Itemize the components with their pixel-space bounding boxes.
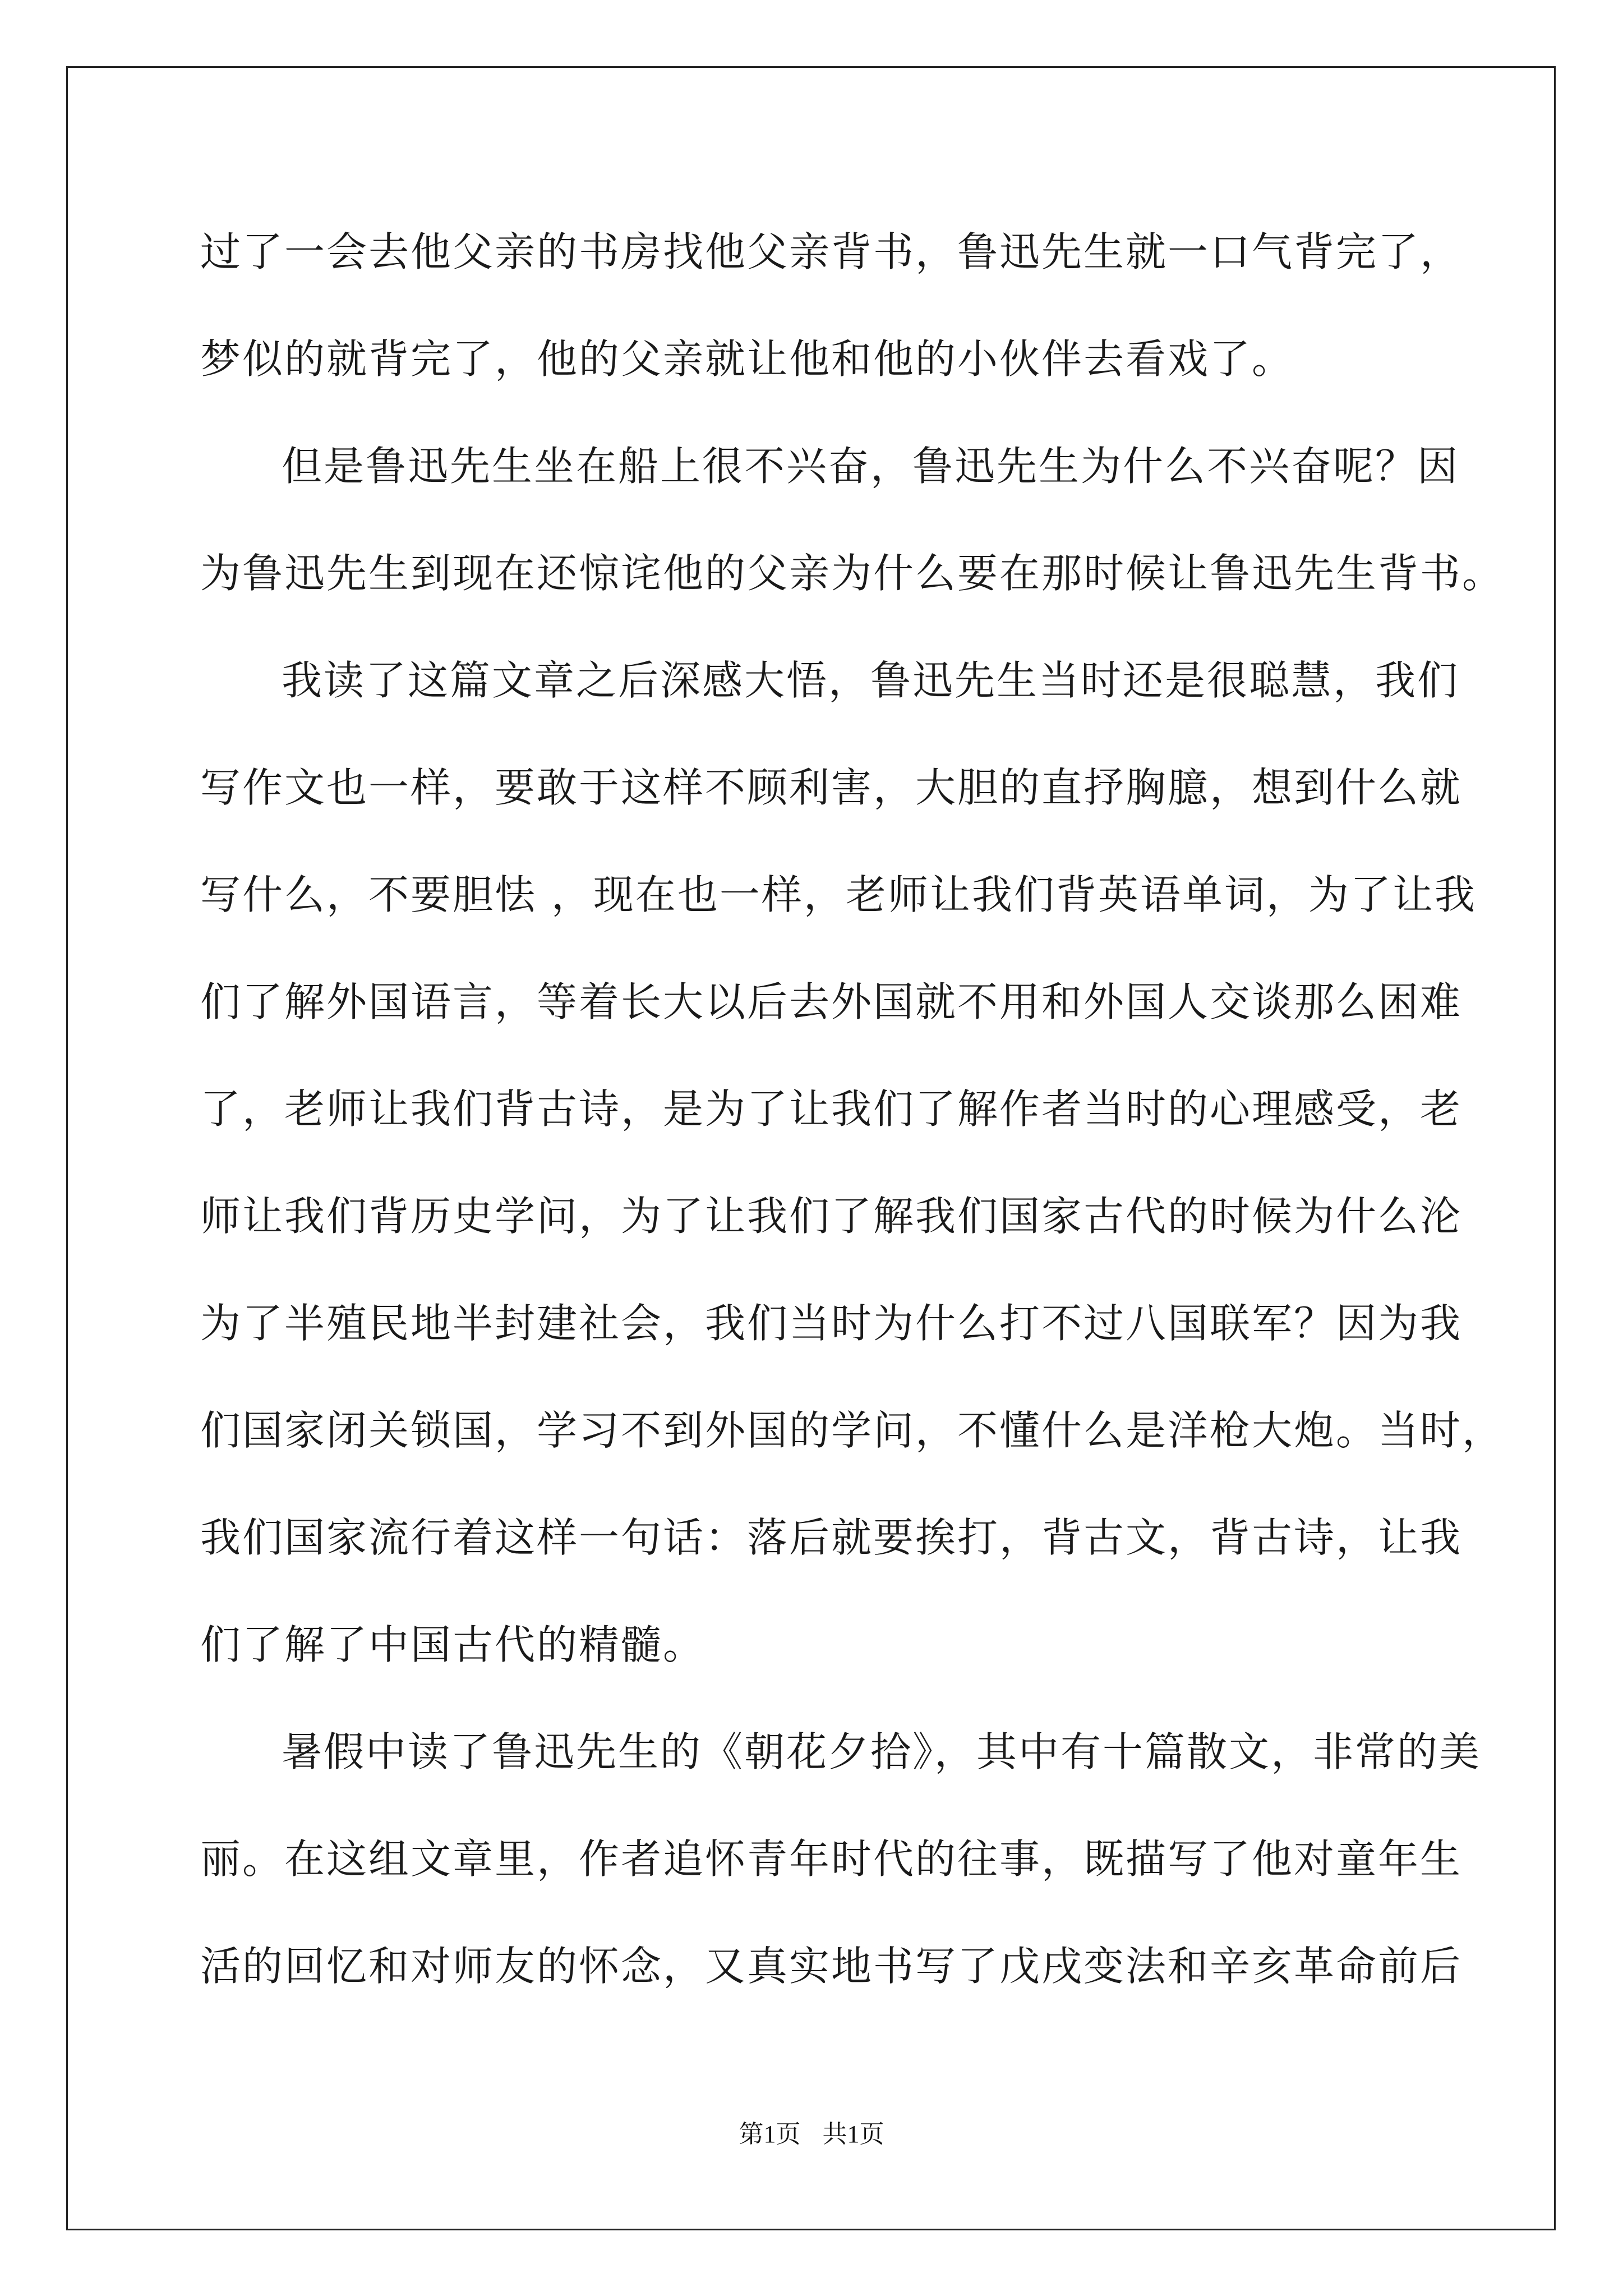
text-line: 为鲁迅先生到现在还惊诧他的父亲为什么要在那时候让鲁迅先生背书。 xyxy=(200,550,1505,597)
page-total: 共1页 xyxy=(822,2120,884,2148)
paragraph-start-line: 暑假中读了鲁迅先生的《朝花夕拾》，其中有十篇散文，非常的美 xyxy=(282,1728,1482,1775)
text-line: 们了解外国语言，等着长大以后去外国就不用和外国人交谈那么困难 xyxy=(200,978,1463,1025)
text-line: 们了解了中国古代的精髓。 xyxy=(200,1621,706,1668)
text-line: 过了一会去他父亲的书房找他父亲背书，鲁迅先生就一口气背完了， xyxy=(200,228,1463,275)
text-line: 为了半殖民地半封建社会，我们当时为什么打不过八国联军？因为我 xyxy=(200,1300,1463,1347)
text-line: 梦似的就背完了，他的父亲就让他和他的小伙伴去看戏了。 xyxy=(200,335,1294,383)
text-line: 活的回忆和对师友的怀念，又真实地书写了戊戌变法和辛亥革命前后 xyxy=(200,1943,1463,1990)
text-line: 我们国家流行着这样一句话：落后就要挨打，背古文，背古诗，让我 xyxy=(200,1514,1463,1561)
text-line: 写作文也一样，要敢于这样不顾利害，大胆的直抒胸臆，想到什么就 xyxy=(200,764,1463,811)
page-number: 第1页 xyxy=(739,2120,801,2148)
text-line: 丽。在这组文章里，作者追怀青年时代的往事，既描写了他对童年生 xyxy=(200,1835,1463,1883)
page-footer xyxy=(0,2118,1623,2151)
text-line: 们国家闭关锁国，学习不到外国的学问，不懂什么是洋枪大炮。当时， xyxy=(200,1407,1505,1454)
paragraph-start-line: 但是鲁迅先生坐在船上很不兴奋，鲁迅先生为什么不兴奋呢？因 xyxy=(282,443,1460,490)
text-line: 了，老师让我们背古诗，是为了让我们了解作者当时的心理感受，老 xyxy=(200,1085,1463,1133)
paragraph-start-line: 我读了这篇文章之后深感大悟，鲁迅先生当时还是很聪慧，我们 xyxy=(282,657,1460,704)
page-border xyxy=(66,66,1556,2230)
text-line: 写什么，不要胆怯 ，现在也一样，老师让我们背英语单词，为了让我 xyxy=(200,871,1477,918)
text-line: 师让我们背历史学问，为了让我们了解我们国家古代的时候为什么沦 xyxy=(200,1193,1463,1240)
